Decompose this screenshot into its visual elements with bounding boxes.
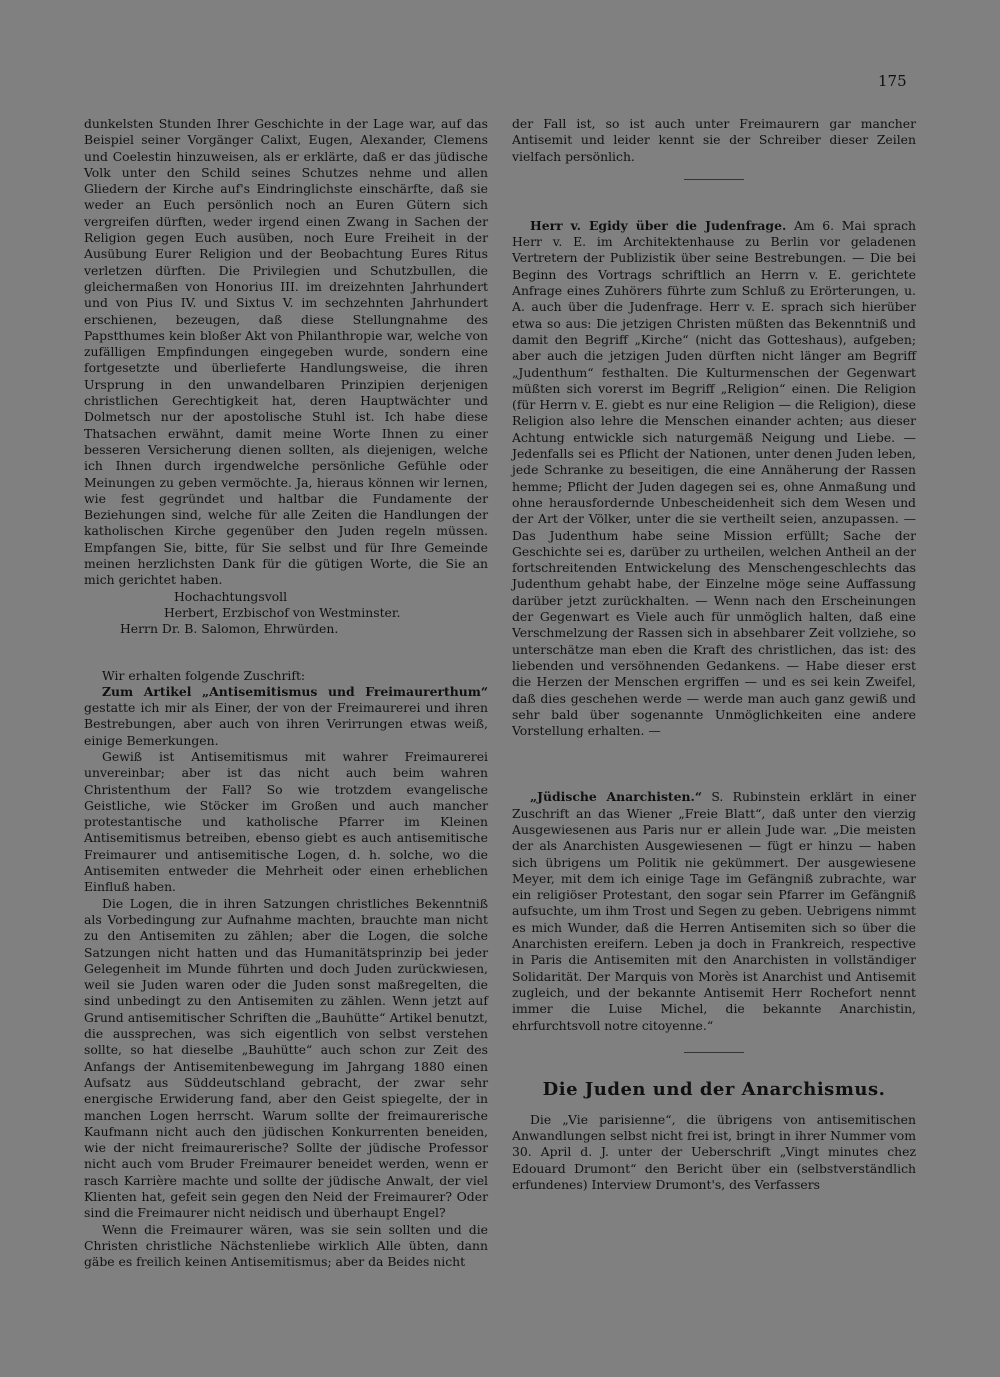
section-paragraph: Die „Vie parisienne“, die übrigens von antisemitischen Anwandlungen selbst nicht frei ist, bringt in ihrer Nummer vom 30. April d. J. unter der Ueberschrift „Vingt minutes chez Edouard Drumont“ den Bericht über ein (selbstverständlich erfundenes) Interview Drumont's, des Verfassers [512, 1111, 916, 1193]
anarchists-heading: „Jüdische Anarchisten.“ [530, 789, 702, 805]
egidy-paragraph [512, 218, 916, 740]
article-heading: Zum Artikel „Antisemitismus und Freimaurerthum“ [102, 683, 488, 699]
egidy-heading: Herr v. Egidy über die Judenfrage. [530, 217, 787, 233]
anarchists-paragraph [512, 789, 916, 1033]
article-paragraph-3: Die Logen, die in ihren Satzungen christliches Bekenntniß als Vorbedingung zur Aufnahme machten, brauchte man nicht zu den Antisemiten zu zählen; aber die Logen, die solche Satzungen nicht hatten und das Humanitätsprinzip bei jeder Gelegenheit im Munde führten und doch Juden zurückwiesen, weil sie Juden waren oder die Juden sonst maßregelten, die sind unbedingt zu den Antisemiten zu zählen. Wenn jetzt auf Grund antisemitischer Schriften die „Bauhütte“ Artikel benutzt, die aussprechen, was sich eigentlich von selbst verstehen sollte, so hat dieselbe „Bauhütte“ auch schon zur Zeit des Anfangs der Antisemitenbewegung im Jahrgang 1880 einen Aufsatz aus Süddeutschland gebracht, der zwar sehr energische Erwiderung fand, aber den Geist spiegelte, der in manchen Logen herrscht. Warum sollte der freimaurerische Kaufmann nicht auch den jüdischen Konkurrenten beneiden, wie der nicht freimaurerische? Sollte der jüdische Professor nicht auch vom Bruder Freimaurer beneidet werden, wenn er rasch Karrière machte und sollte der jüdische Anwalt, der viel Klienten hat, gefeit sein gegen den Neid der Freimaurer? Oder sind die Freimaurer nicht neidisch und überhaupt Engel? [84, 895, 488, 1221]
right-column [512, 116, 916, 1193]
section-title: Die Juden und der Anarchismus. [542, 1078, 886, 1100]
letter-addressee: Herrn Dr. B. Salomon, Ehrwürden. [120, 621, 339, 637]
letter-closing: Hochachtungsvoll [174, 588, 288, 604]
article-paragraph-2: Gewiß ist Antisemitismus mit wahrer Freimaurerei unvereinbar; aber ist das nicht auch beim wahren Christenthum der Fall? So wie trotzdem evangelische Geistliche, wie Stöcker im Großen und auch mancher protestantische und katholische Pfarrer im Kleinen Antisemitismus betreiben, ebenso giebt es auch antisemitische Freimaurer und antisemitische Logen, d. h. solche, wo die Antisemiten entweder die Mehrheit oder einen erheblichen Einfluß haben. [84, 748, 488, 895]
anarchists-text: S. Rubinstein erklärt in einer Zuschrift an das Wiener „Freie Blatt“, daß unter den vierzig Ausgewiesenen aus Paris nur er allein Jude war. „Die meisten der als Anarchisten Ausgewiesenen — fügt er hinzu — haben sich übrigens um Politik nie gekümmert. Der ausgewiesene Meyer, mit dem ich einige Tage im Gefängniß zubrachte, war ein religiöser Protestant, den sogar sein Pfarrer im Gefängniß aufsuchte, um ihm Trost und Segen zu geben. Uebrigens nimmt es mich Wunder, daß die Herren Antisemiten sich so über die Anarchisten ereifern. Leben ja doch in Frankreich, respective in Paris die Antisemiten mit den Anarchisten in vollständiger Solidarität. Der Marquis von Morès ist Anarchist und Antisemit zugleich, und der bekannte Antisemit Herr Rochefort nennt immer die Luise Michel, die bekannte Anarchistin, ehrfurchtsvoll notre citoyenne.“ [512, 789, 916, 1033]
letter-paragraph: dunkelsten Stunden Ihrer Geschichte in der Lage war, auf das Beispiel seiner Vorgänger Calixt, Eugen, Alexander, Clemens und Coelestin hinzuweisen, als er erklärte, daß er das jüdische Volk unter den Schild seines Schutzes nehme und allen Gliedern der Kirche auf's Eindringlichste einschärfte, daß sie weder an Euch persönlich noch an Euren Gütern sich vergreifen dürften, weder irgend einen Zwang in Sachen der Religion gegen Euch ausüben, noch Eure Freiheit in der Ausübung Eurer Religion und der Beobachtung Eures Ritus verletzen dürften. Die Privilegien und Schutzbullen, die gleichermaßen von Honorius III. im dreizehnten Jahrhundert und von Pius IV. und Sixtus V. im sechzehnten Jahrhundert erschienen, bezeugen, daß diese Stellungnahme des Papstthumes kein bloßer Akt von Philanthropie war, welche von zufälligen Empfindungen eingegeben wurde, sondern eine fortgesetzte und überlieferte Handlungsweise, die ihren Ursprung in den unwandelbaren Prinzipien derjenigen christlichen Gerechtigkeit hat, deren Hauptwächter und Dolmetsch nur der apostolische Stuhl ist. Ich habe diese Thatsachen erwähnt, damit meine Worte Ihnen zu einer besseren Versicherung dienen sollten, als diejenigen, welche ich Ihnen durch irgendwelche persönliche Gefühle oder Meinungen zu geben vermöchte. Ja, hieraus können wir lernen, wie fest gegründet und haltbar die Fundamente der Beziehungen sind, welche für alle Zeiten die Handlungen der katholischen Kirche gegenüber den Juden regeln müssen. Empfangen Sie, bitte, für Sie selbst und für Ihre Gemeinde meinen herzlichsten Dank für die gütigen Worte, die Sie an mich gerichtet haben. [84, 116, 488, 588]
continuation-paragraph: der Fall ist, so ist auch unter Freimaurern gar mancher Antisemit und leider kennt sie der Schreiber dieser Zeilen vielfach persönlich. [512, 116, 916, 164]
intro-line: Wir erhalten folgende Zuschrift: [102, 667, 306, 683]
article-text: gestatte ich mir als Einer, der von der Freimaurerei und ihren Bestrebungen, aber auch von ihren Verirrungen etwas weiß, einige Bemerkungen. [84, 700, 488, 748]
letter-signature: Herbert, Erzbischof von Westminster. [164, 604, 401, 620]
article-paragraph-4: Wenn die Freimaurer wären, was sie sein sollten und die Christen christliche Nächstenliebe wirklich Alle übten, dann gäbe es freilich keinen Antisemitismus; aber da Beides nicht [84, 1221, 488, 1270]
left-column [84, 116, 488, 1270]
article-paragraph [84, 684, 488, 749]
page-number: 175 [878, 72, 907, 90]
egidy-text: Am 6. Mai sprach Herr v. E. im Architektenhause zu Berlin vor geladenen Vertretern der Publizistik über seine Bestrebungen. — Die bei Beginn des Vortrags schriftlich an Herrn v. E. gerichtete Anfrage eines Zuhörers führte zum Schluß zu Erörterungen, u. A. auch über die Judenfrage. Herr v. E. sprach sich hierüber etwa so aus: Die jetzigen Christen müßten das Bekenntniß und damit den Begriff „Kirche“ (nicht das Gotteshaus), aufgeben; aber auch die jetzigen Juden dürften nicht länger am Begriff „Judenthum“ festhalten. Die Kulturmenschen der Gegenwart müßten sich vorerst im Begriff „Religion“ einen. Die Religion (für Herrn v. E. giebt es nur eine Religion — die Religion), diese Religion also lehre die Menschen einander achten; aus dieser Achtung entwickle sich naturgemäß Neigung und Liebe. — Jedenfalls sei es Pflicht der Nationen, unter denen Juden leben, jede Schranke zu beseitigen, die eine Annäherung der Rassen hemme; Pflicht der Juden dagegen sei es, ohne Anmaßung und ohne herausfordernde Unbescheidenheit sich dem Wesen und der Art der Völker, unter die sie vertheilt seien, anzupassen. — Das Judenthum habe seine Mission erfüllt; Sache der Geschichte sei es, darüber zu urtheilen, welchen Antheil an der fortschreitenden Entwickelung des Menschengeschlechts das Judenthum gehabt habe, der Einzelne möge seine Auffassung darüber jetzt zurückhalten. — Wenn nach den Erscheinungen der Gegenwart es Viele auch für unmöglich halten, daß eine Verschmelzung der Rassen sich in absehbarer Zeit vollziehe, so unterschätze man eben die Kraft des christlichen, das ist: des liebenden und versöhnenden Gedankens. — Habe dieser erst die Herzen der Menschen ergriffen — und es sei kein Zweifel, daß dies geschehen werde — werde man auch ganz gewiß und sehr bald über sogenannte Unmöglichkeiten eine andere Vorstellung erhalten. — [512, 217, 916, 739]
